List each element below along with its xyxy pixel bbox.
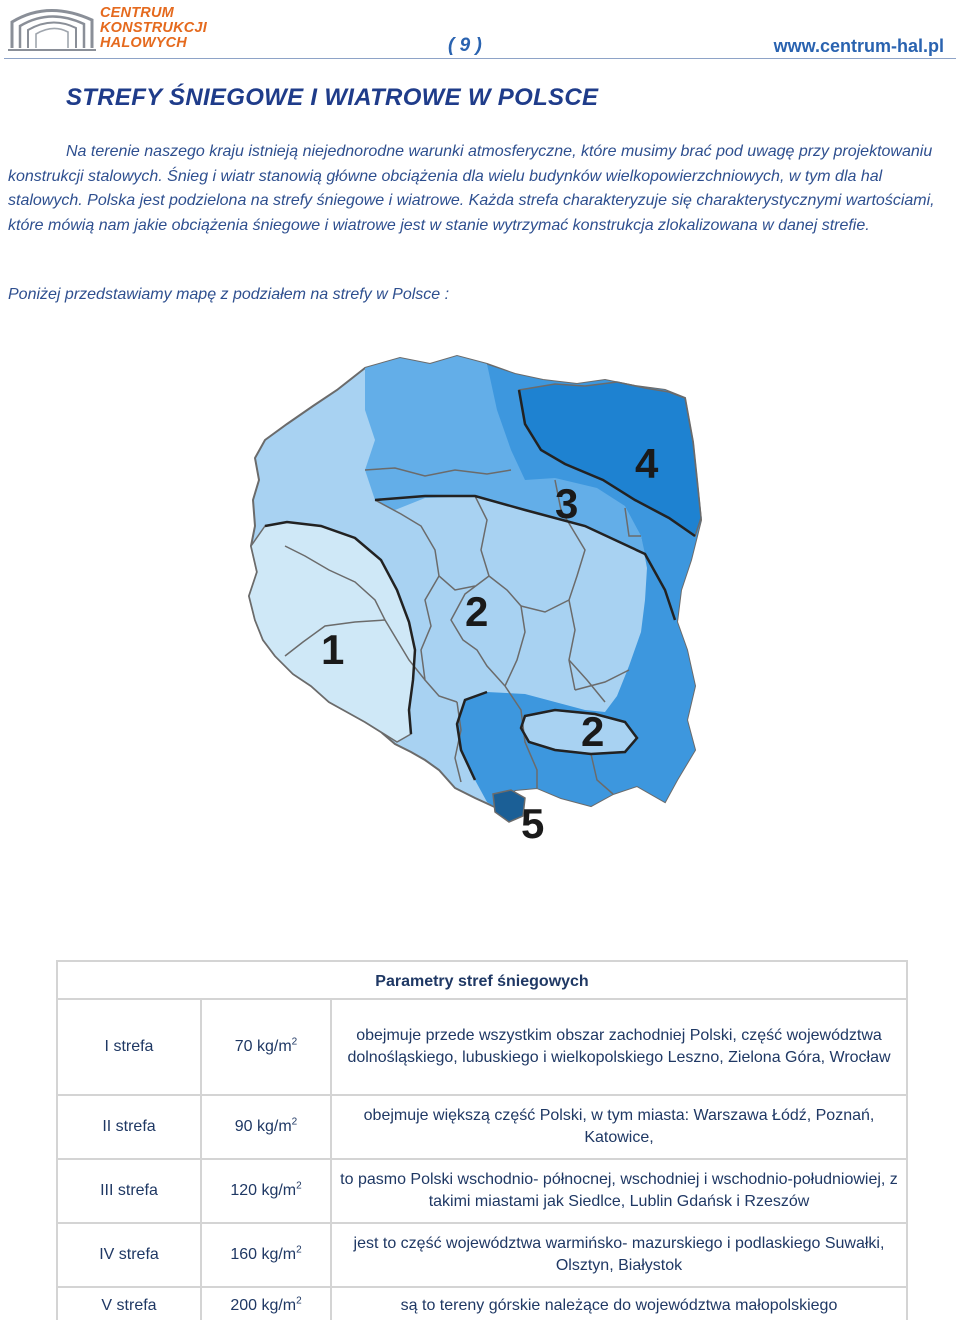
load-value: 90 kg/m	[234, 1117, 292, 1135]
logo-text	[100, 6, 207, 51]
page-number: ( 9 )	[448, 35, 482, 56]
hall-logo-icon	[8, 4, 98, 54]
website-link[interactable]: www.centrum-hal.pl	[773, 36, 944, 56]
load-value-cell	[201, 1223, 331, 1287]
unit-exponent: 2	[291, 1036, 298, 1048]
logo-line-2: KONSTRUKCJI	[100, 20, 207, 36]
zone-description-cell: to pasmo Polski wschodnio- północnej, wschodniej i wschodnio-południowiej, z takimi miastami jak Siedlce, Lublin Gdańsk i Rzeszów	[331, 1159, 907, 1223]
zone-description-cell: obejmuje przede wszystkim obszar zachodniej Polski, część województwa dolnośląskiego, lubuskiego i wielkopolskiego Leszno, Zielona Góra, Wrocław	[331, 999, 907, 1095]
zone-description-cell: jest to część województwa warmińsko- mazurskiego i podlaskiego Suwałki, Olsztyn, Białystok	[331, 1223, 907, 1287]
load-value: 160 kg/m	[230, 1245, 297, 1263]
snow-zone-parameters-table	[56, 960, 908, 1320]
zone-description-cell: są to tereny górskie należące do województwa małopolskiego	[331, 1287, 907, 1320]
unit-exponent: 2	[296, 1180, 302, 1192]
zone-name-cell: IV strefa	[57, 1223, 201, 1287]
load-value-cell	[201, 1159, 331, 1223]
load-value: 70 kg/m	[234, 1037, 292, 1055]
load-value-cell	[201, 1287, 331, 1320]
logo-line-3: HALOWYCH	[100, 35, 187, 51]
zone-label-1: 1	[321, 626, 345, 673]
map-intro-text: Poniżej przedstawiamy mapę z podziałem na strefy w Polsce :	[8, 286, 450, 303]
zone-description-cell: obejmuje większą część Polski, w tym miasta: Warszawa Łódź, Poznań, Katowice,	[331, 1095, 907, 1159]
table-row	[57, 1287, 907, 1320]
zone-label-4: 4	[635, 440, 659, 487]
load-value-cell	[201, 1095, 331, 1159]
company-logo	[8, 4, 228, 56]
page-title: STREFY ŚNIEGOWE I WIATROWE W POLSCE	[66, 84, 599, 111]
zone-label-5: 5	[521, 800, 545, 847]
snow-zone-map	[225, 350, 725, 850]
zone-name-cell: I strefa	[57, 999, 201, 1095]
table-row	[57, 999, 907, 1095]
table-row	[57, 1095, 907, 1159]
zone-label-3: 3	[555, 480, 579, 527]
load-value: 200 kg/m	[230, 1296, 297, 1314]
table-header: Parametry stref śniegowych	[57, 961, 907, 999]
load-value: 120 kg/m	[230, 1181, 297, 1199]
logo-line-1: CENTRUM	[100, 5, 174, 21]
unit-exponent: 2	[296, 1295, 302, 1307]
intro-paragraph: Na terenie naszego kraju istnieją niejednorodne warunki atmosferyczne, które musimy brać pod uwagę przy projektowaniu konstrukcji stalowych. Śnieg i wiatr stanowią główne obciążenia dla wielu budynków wielkopowierzchniowych, w tym dla hal stalowych. Polska jest podzielona na strefy śniegowe i wiatrowe. Każda strefa charakteryzuje się charakterystycznymi wartościami, które mówią nam jakie obciążenia śniegowe i wiatrowe jest w stanie wytrzymać konstrukcja zlokalizowana w danej strefie.	[8, 143, 935, 234]
unit-exponent: 2	[291, 1116, 298, 1128]
zone-name-cell: II strefa	[57, 1095, 201, 1159]
zone-label-2-south: 2	[581, 708, 605, 755]
header-divider	[4, 58, 956, 59]
zone-label-2: 2	[465, 588, 489, 635]
table-row	[57, 1223, 907, 1287]
zone-name-cell: III strefa	[57, 1159, 201, 1223]
zone-name-cell: V strefa	[57, 1287, 201, 1320]
table-row	[57, 1159, 907, 1223]
load-value-cell	[201, 999, 331, 1095]
poland-zone-map-svg	[225, 350, 725, 850]
unit-exponent: 2	[296, 1244, 302, 1256]
